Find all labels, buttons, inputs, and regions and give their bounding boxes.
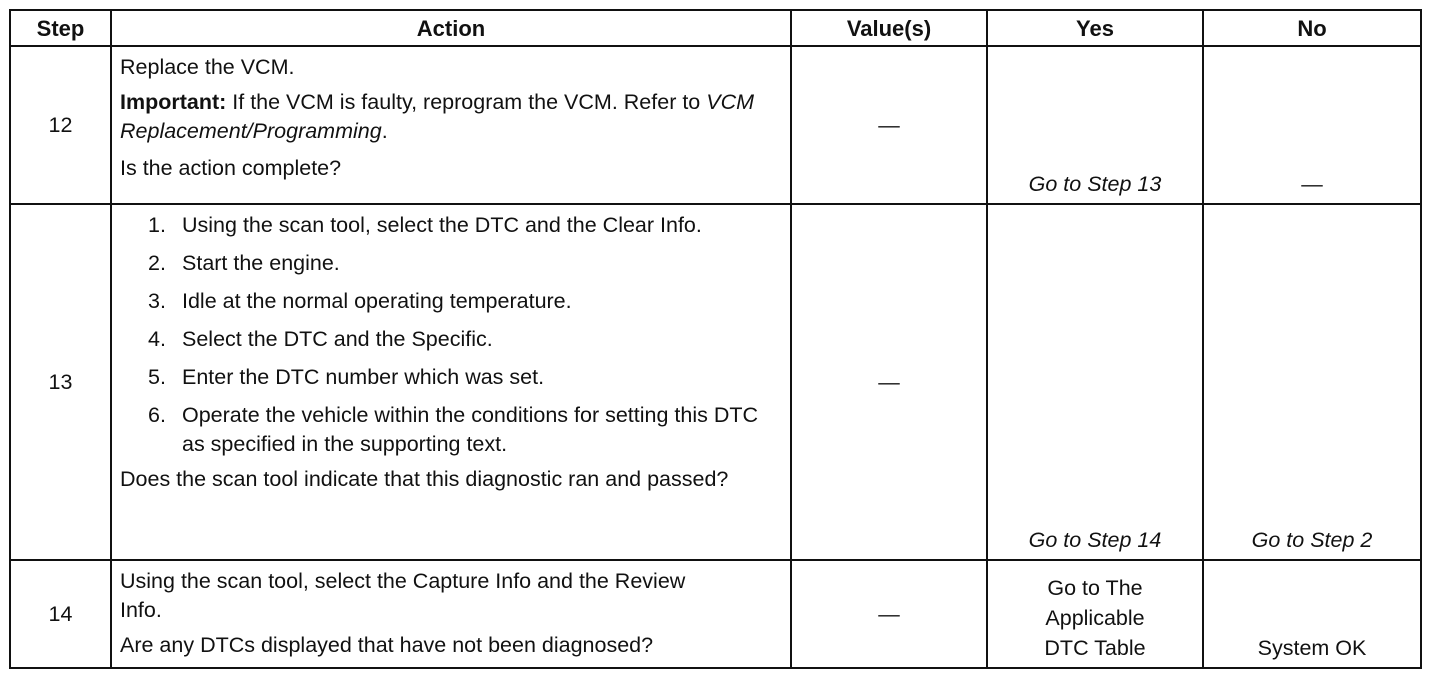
diagnostic-table bbox=[9, 9, 1422, 669]
list-item bbox=[120, 249, 782, 278]
list-item-number: 6. bbox=[148, 403, 166, 427]
list-item-text: Start the engine. bbox=[182, 251, 340, 275]
action-text: Replace the VCM. bbox=[120, 55, 295, 79]
value-cell: — bbox=[791, 204, 987, 560]
important-text: If the VCM is faulty, reprogram the VCM. Refer to bbox=[226, 90, 707, 114]
list-item bbox=[120, 325, 782, 354]
action-cell bbox=[111, 46, 791, 204]
step-number: 12 bbox=[10, 46, 111, 204]
action-question: Does the scan tool indicate that this diagnostic ran and passed? bbox=[120, 467, 729, 491]
header-step: Step bbox=[10, 10, 111, 46]
important-end: . bbox=[381, 119, 388, 143]
important-note bbox=[120, 88, 782, 146]
list-item-text: Using the scan tool, select the DTC and the Clear Info. bbox=[182, 213, 702, 237]
action-question: Are any DTCs displayed that have not been diagnosed? bbox=[120, 633, 654, 657]
no-cell bbox=[1203, 204, 1421, 560]
no-goto: Go to Step 2 bbox=[1251, 528, 1373, 552]
header-values: Value(s) bbox=[791, 10, 987, 46]
action-text: Using the scan tool, select the Capture Info and the Review Info. bbox=[120, 569, 686, 622]
list-item bbox=[120, 401, 782, 459]
header-no: No bbox=[1203, 10, 1421, 46]
procedure-list bbox=[120, 211, 782, 459]
reference-link: VCM Replacement/Programming bbox=[120, 90, 755, 143]
list-item bbox=[120, 287, 782, 316]
list-item-text: Enter the DTC number which was set. bbox=[182, 365, 545, 389]
table-row bbox=[10, 46, 1421, 204]
value-cell: — bbox=[791, 560, 987, 668]
step-number: 14 bbox=[10, 560, 111, 668]
list-item-number: 3. bbox=[148, 289, 166, 313]
header-action: Action bbox=[111, 10, 791, 46]
yes-cell bbox=[987, 204, 1203, 560]
list-item bbox=[120, 363, 782, 392]
action-cell bbox=[111, 560, 791, 668]
no-cell: — bbox=[1203, 46, 1421, 204]
list-item-number: 2. bbox=[148, 251, 166, 275]
list-item-text: Select the DTC and the Specific. bbox=[182, 327, 493, 351]
action-question: Is the action complete? bbox=[120, 156, 342, 180]
yes-goto: Go to Step 13 bbox=[1028, 172, 1162, 196]
important-label: Important: bbox=[120, 90, 227, 114]
yes-cell bbox=[987, 560, 1203, 668]
list-item-number: 4. bbox=[148, 327, 166, 351]
step-number: 13 bbox=[10, 204, 111, 560]
yes-goto: Go to Step 14 bbox=[1028, 528, 1162, 552]
table-row bbox=[10, 204, 1421, 560]
yes-line: DTC Table bbox=[1044, 636, 1146, 660]
list-item-text: Operate the vehicle within the conditions for setting this DTC as specified in the supporting text. bbox=[182, 403, 759, 456]
value-cell: — bbox=[791, 46, 987, 204]
list-item-text: Idle at the normal operating temperature. bbox=[182, 289, 572, 313]
header-yes: Yes bbox=[987, 10, 1203, 46]
table-header-row bbox=[10, 10, 1421, 46]
list-item-number: 1. bbox=[148, 213, 166, 237]
action-cell bbox=[111, 204, 791, 560]
list-item-number: 5. bbox=[148, 365, 166, 389]
table-row bbox=[10, 560, 1421, 668]
yes-cell bbox=[987, 46, 1203, 204]
no-cell: System OK bbox=[1203, 560, 1421, 668]
yes-line: Applicable bbox=[1045, 606, 1145, 630]
yes-line: Go to The bbox=[1047, 576, 1143, 600]
list-item bbox=[120, 211, 782, 240]
